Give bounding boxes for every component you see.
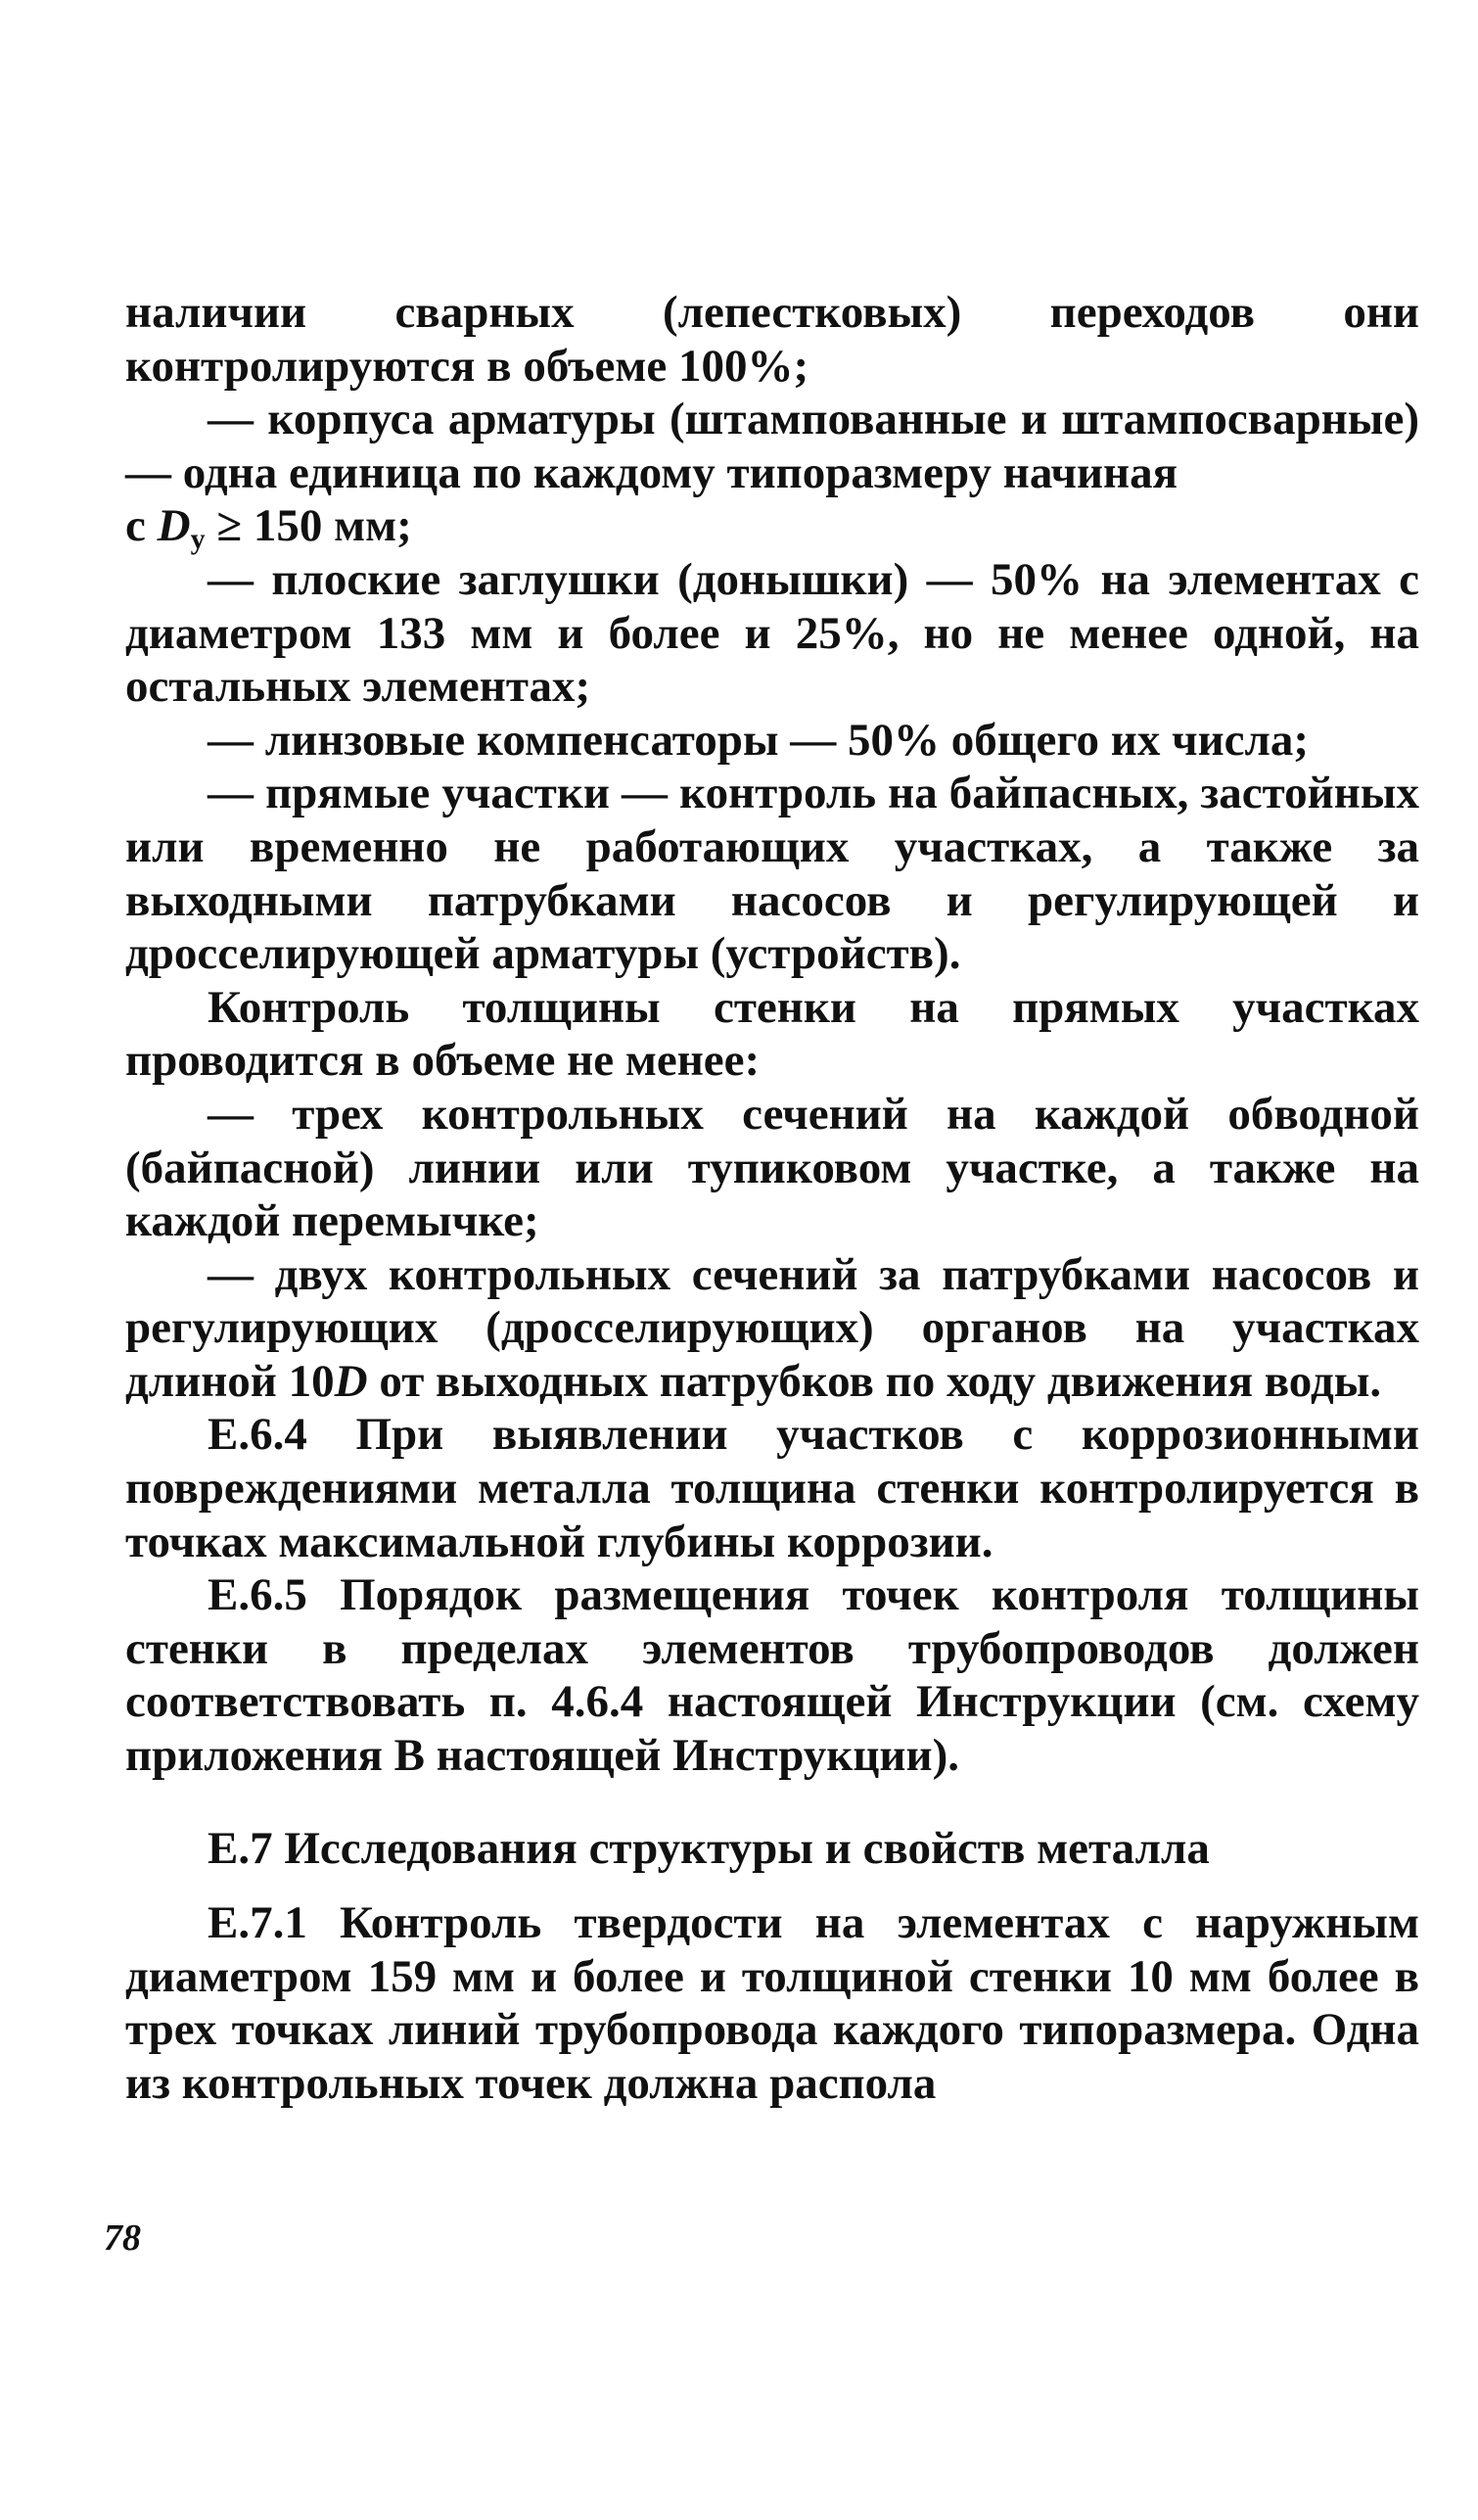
clause-e-7-1 — [125, 1896, 1419, 2110]
dy-prefix: с — [125, 500, 158, 552]
clause-text: При выявлении участков с коррозионными повреждениями металла толщина стенки контролируется в точках максимальной глубины коррозии. — [125, 1409, 1419, 1567]
dy-subscript: у — [190, 523, 206, 556]
clause-e-6-5 — [125, 1568, 1419, 1782]
dy-symbol: D — [157, 500, 191, 552]
diameter-symbol: D — [334, 1355, 368, 1407]
clause-e-6-4 — [125, 1408, 1419, 1568]
section-heading: Е.7 Исследования структуры и свойств металла — [208, 1822, 1210, 1874]
valve-bodies-text: — корпуса арматуры (штампованные и штампосварные) — одна единица по каждому типоразмеру начиная — [125, 394, 1419, 498]
paragraph-straight-sections: — прямые участки — контроль на байпасных, застойных или временно не работающих участках, а также за выходными патрубками насосов и регулирующей и дросселирующей арматуры (устройств). — [125, 768, 1419, 980]
paragraph-lens-compensators: — линзовые компенсаторы — 50% общего их числа; — [208, 714, 1310, 766]
two-sections-text-after: от выходных патрубков по ходу движения воды. — [367, 1355, 1382, 1407]
paragraph-flat-plugs: — плоские заглушки (донышки) — 50% на элементах с диаметром 133 мм и более и 25%, но не менее одной, на остальных элементах; — [125, 553, 1419, 713]
page-number: 78 — [104, 2217, 141, 2259]
paragraph-two-sections — [125, 1248, 1419, 1409]
clause-text: Порядок размещения точек контроля толщины стенки в пределах элементов трубопроводов должен соответствовать п. 4.6.4 настоящей Инструкции (см. схему приложения В настоящей Инструкции). — [125, 1569, 1419, 1782]
paragraph-pipe-transitions: наличии сварных (лепестковых) переходов они контролируются в объеме 100%; — [125, 287, 1419, 392]
clause-text: Контроль твердости на элементах с наружным диаметром 159 мм и более и толщиной стенки 10 мм более в трех точках линий трубопровода каждого типоразмера. Одна из контрольных точек должна распола — [125, 1897, 1419, 2109]
paragraph-wall-thickness-control: Контроль толщины стенки на прямых участках проводится в объеме не менее: — [125, 981, 1419, 1087]
clause-number: Е.7.1 — [208, 1897, 307, 1949]
paragraph-valve-bodies — [125, 393, 1419, 556]
clause-number: Е.6.4 — [208, 1409, 307, 1461]
clause-number: Е.6.5 — [208, 1569, 307, 1621]
two-sections-text-before: — двух контрольных сечений за патрубками насосов и регулирующих (дросселирующих) органов на участках длиной 10 — [125, 1248, 1419, 1407]
page-body — [125, 286, 1419, 2111]
paragraph-three-sections: — трех контрольных сечений на каждой обводной (байпасной) линии или тупиковом участке, а также на каждой перемычке; — [125, 1088, 1419, 1247]
dy-suffix: ≥ 150 мм; — [205, 500, 412, 552]
